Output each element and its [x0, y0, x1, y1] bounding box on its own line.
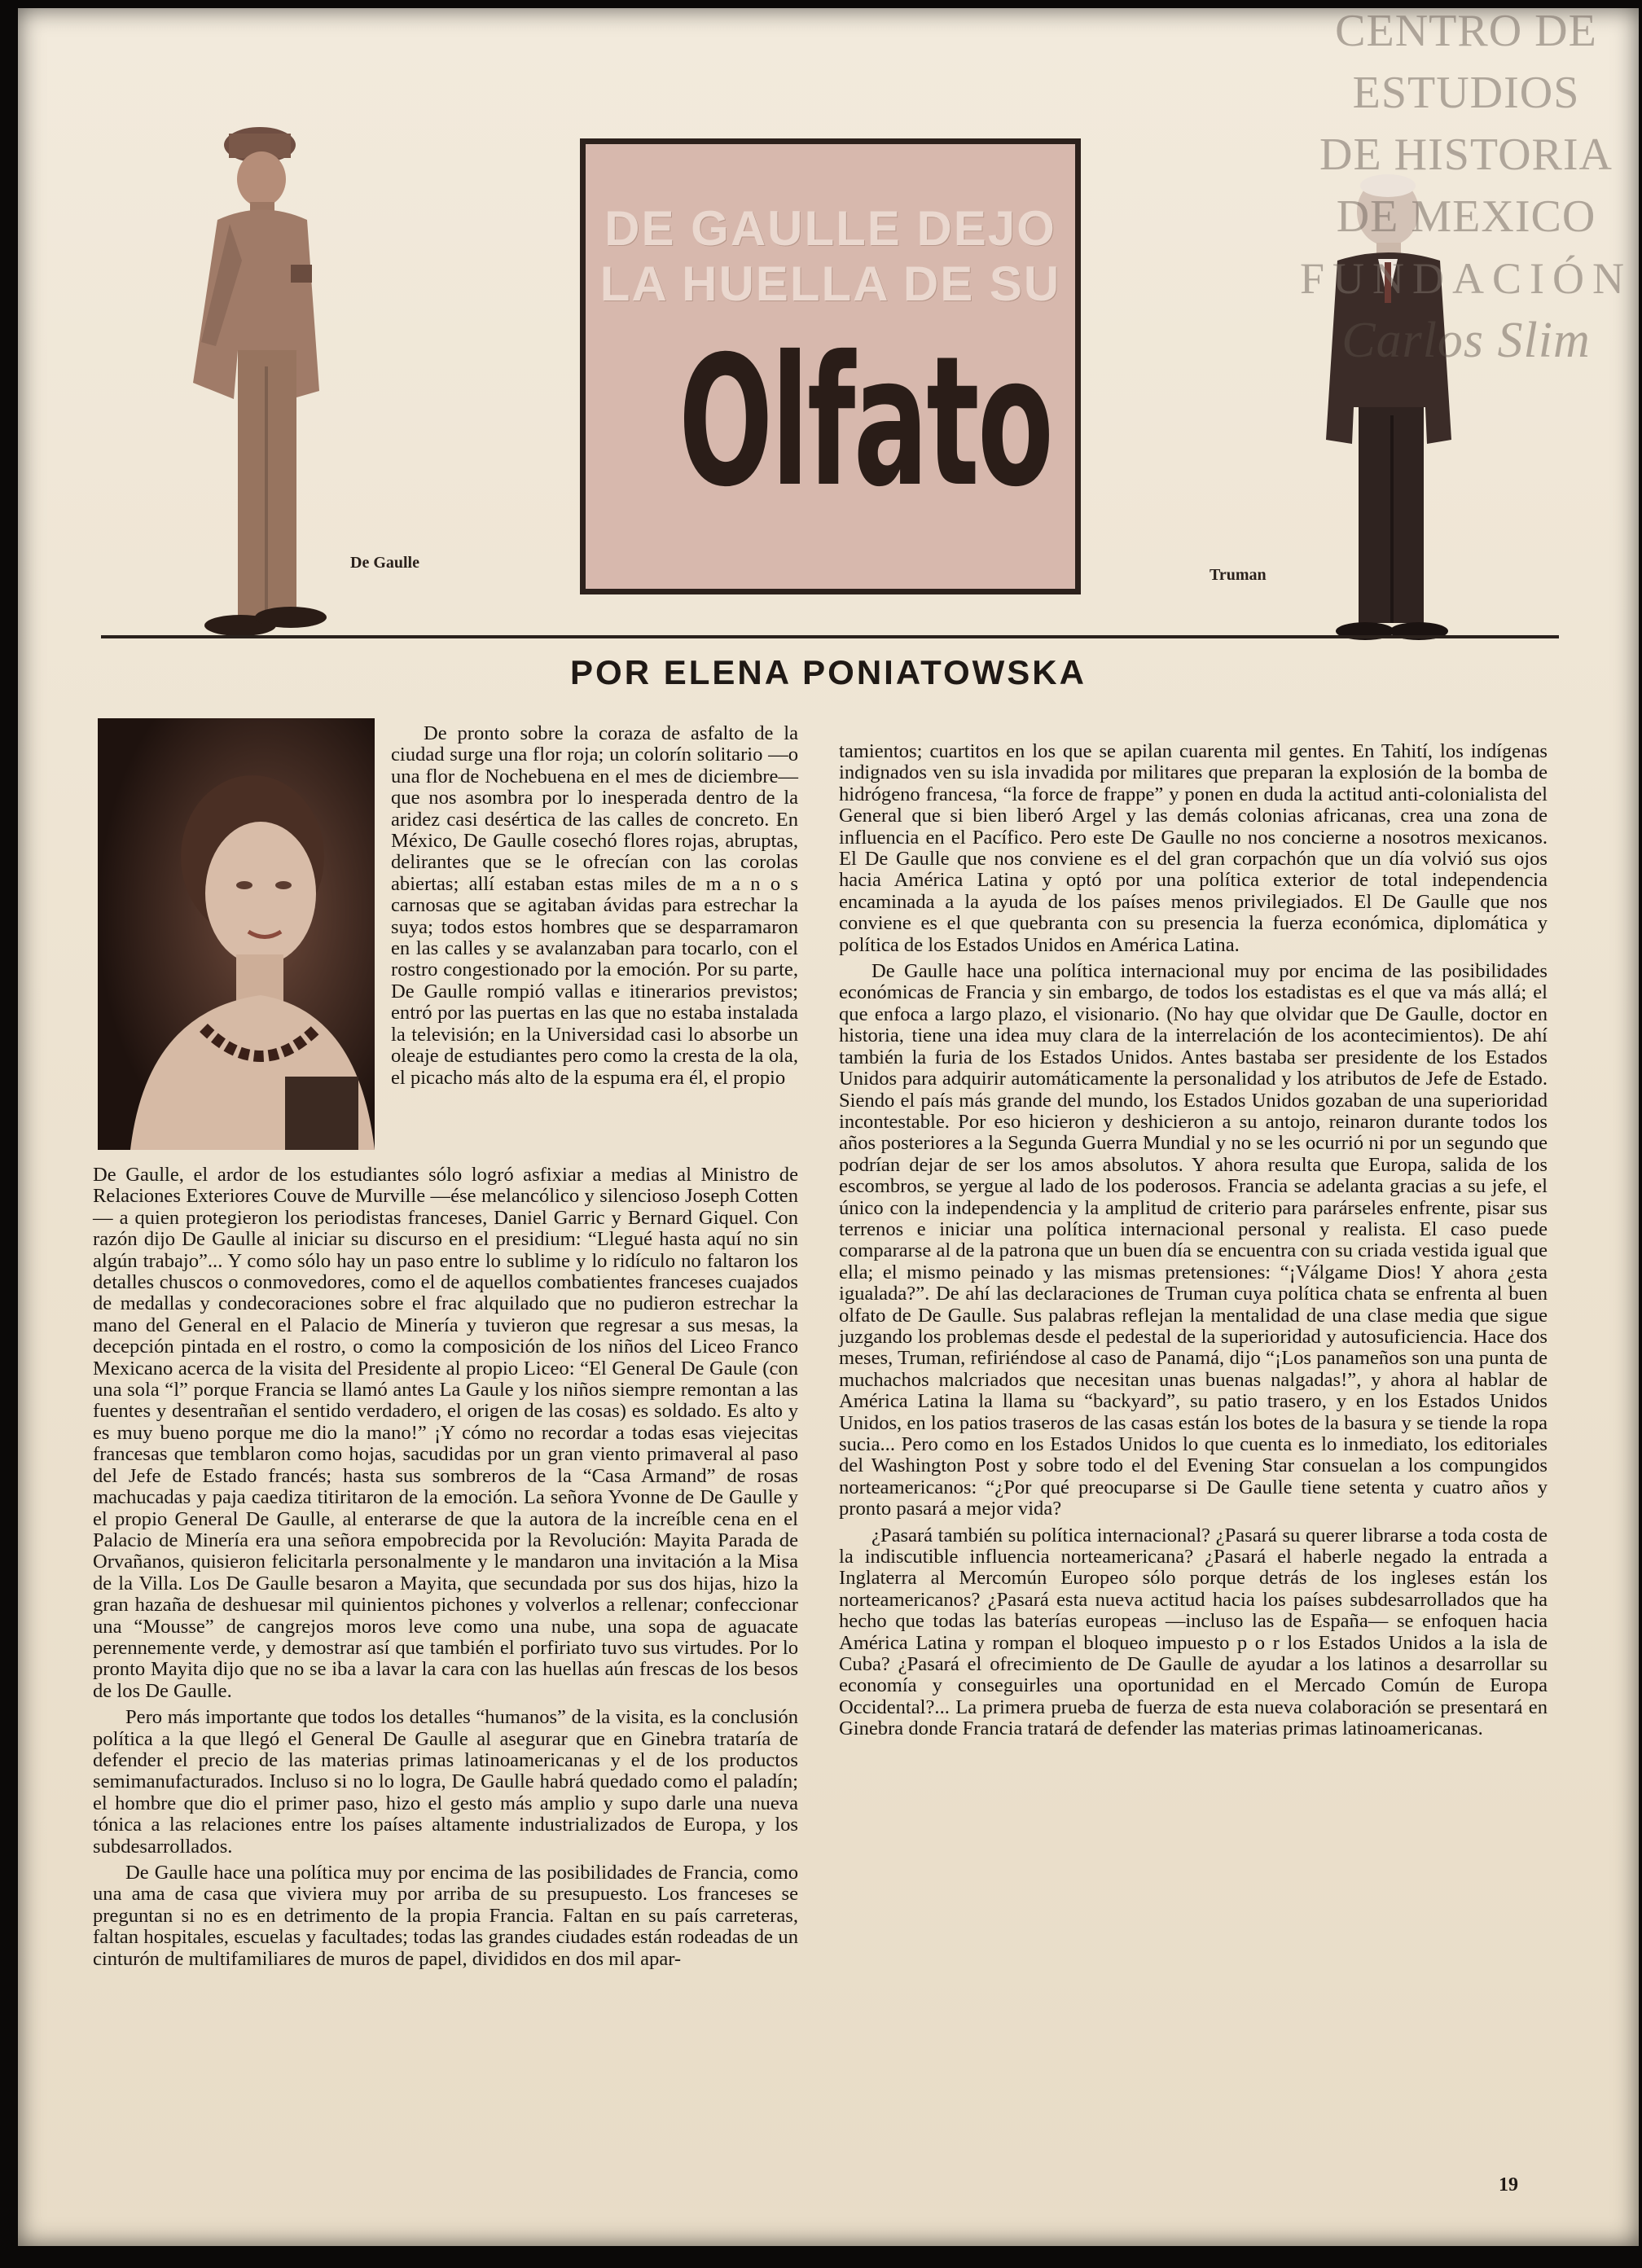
kicker-line-2: LA HUELLA DE SU [599, 257, 1061, 311]
de-gaulle-photo [169, 122, 356, 651]
article-col1-intro [391, 723, 798, 1094]
caption-truman: Truman [1210, 566, 1267, 584]
paragraph: De Gaulle, el ardor de los estudiantes sólo logró asfixiar a medias al Ministro de Relaciones Exteriores Couve de Murville —ése melancólico y silencioso Joseph Cotten— a quien protegieron los periodistas franceses, Daniel Garric y Bernard Giquel. Con razón dijo De Gaulle al iniciar su discurso en el presidium: “Llegué hasta aquí no sin algún trabajo”... Y como sólo hay un paso entre lo sublime y lo ridículo no faltaron los detalles chuscos o conmovedores, como el de aquellos combatientes franceses cuajados de medallas y condecoraciones sobre el frac alquilado que no pudieron estrechar la mano del General en el Palacio de Minería y tuvieron que regresar a sus mesas, la decepción pintada en el rostro, o como la composición de los niños del Liceo Franco Mexicano acerca de la visita del Presidente al propio Liceo: “El General De Gaule (con una sola “l” porque Francia se llamó antes La Gaule y los niños siempre remontan a las fuentes y desentrañan el sentido verdadero, el origen de las cosas) es soldado. Es alto y es muy bueno porque me dio la mano!” ¡Y cómo no recordar a todas esas viejecitas francesas que temblaron como hojas, sacudidas por un gran viento primaveral al paso del Jefe de Estado francés; hasta sus sombreros de la “Casa Armand” de rosas machucadas y paja caediza titiritaron de la emoción. La señora Yvonne de De Gaulle y el propio General De Gaulle, al enterarse de que la autora de la increíble cena en el Palacio de Minería era una señora empobrecida por la Revolución: Mayita Parada de Orvañanos, quisieron felicitarla personalmente y le mandaron una invitación a la Misa de la Villa. Los De Gaulle besaron a Mayita, que secundada por sus dos hijas, hizo la gran hazaña de deshuesar mil quinientos pichones y volverlos a rellenar; confeccionar una “Mousse” de cangrejos moros leve como una nube, una sopa de aguacate perennemente verde, y demostrar así que también el porfiriato tuvo sus virtudes. Por lo pronto Mayita dijo que no se iba a lavar la cara con las huellas aún frescas de los besos de los De Gaulle. [93, 1164, 798, 1702]
watermark-line: DE MEXICO [1336, 191, 1596, 242]
paragraph: Pero más importante que todos los detalles “humanos” de la visita, es la conclusión política a la que llegó el General De Gaulle al asegurar que en Ginebra trataría de defender el precio de las materias primas latinoamericanas y el de los productos semimanufacturados. Incluso si no lo logra, De Gaulle habrá quedado como el paladín; el hombre que dio el primer paso, hizo el gesto más amplio y supo darle una nueva tónica a las relaciones entre los países altamente industrializados de Europa, y los subdesarrollados. [93, 1706, 798, 1858]
paragraph: De Gaulle hace una política muy por encima de las posibilidades de Francia, como una ama de casa que viviera muy por arriba de su presupuesto. Los franceses se preguntan si no es en detrimento de la propia Francia. Faltan en su país carreteras, faltan hospitales, escuelas y facultades; todas las grandes ciudades están rodeadas de un cinturón de multifamiliares de muros de papel, divididos en dos mil apar- [93, 1862, 798, 1970]
byline: POR ELENA PONIATOWSKA [570, 653, 1087, 691]
paragraph: tamientos; cuartitos en los que se apilan cuarenta mil gentes. En Tahití, los indígenas indignados ven su isla invadida por militares que preparan la explosión de la bomba de hidrógeno francesa, “la force de frappe” y ponen en duda la actitud anti-colonialista del General que si bien liberó Argel y las demás colonias africanas, crea una zona de influencia en el Pacífico. Pero este De Gaulle no nos concierne a nosotros mexicanos. El De Gaulle que nos conviene es el del gran corpachón que un día volvió sus ojos hacia América Latina y optó por una política exterior de total independencia encaminada a la ayuda de los países menos privilegiados. El De Gaulle que nos conviene es el que quebranta con su presencia la fuerza económica, diplomática y política de los Estados Unidos en América Latina. [839, 740, 1548, 956]
watermark-line: CENTRO DE [1335, 6, 1597, 56]
archive-watermark [1299, 0, 1633, 371]
watermark-line: FUNDACIÓN [1299, 254, 1632, 303]
watermark-line: DE HISTORIA [1319, 129, 1613, 180]
watermark-line: ESTUDIOS [1352, 68, 1580, 118]
caption-de-gaulle: De Gaulle [350, 554, 419, 572]
article-col1 [93, 1165, 798, 1975]
paragraph: ¿Pasará también su política internacional? ¿Pasará su querer librarse a toda costa de la indiscutible influencia norteamericana? ¿Pasará el haberle negado la entrada a Inglaterra al Mercomún Europeo sólo porque detrás de los ingleses están los norteamericanos? ¿Pasará esta nueva actitud hacia los países subdesarrollados que ha hecho que todas las baterías europeas —incluso las de España— se enfoquen hacia América Latina y rompan el bloqueo impuesto p o r los Estados Unidos a la isla de Cuba? ¿Pasará el ofrecimiento de De Gaulle de ayudar a los latinos a desarrollar su economía y conseguirles una oportunidad en el Mercado Común de Europa Occidental?... La primera prueba de fuerza de esta nueva colaboración se presentará en Ginebra donde Francia tratará de defender las materias primas latinoamericanas. [839, 1524, 1548, 1740]
header-rule [101, 635, 1559, 638]
headline: Olfato [678, 318, 1052, 526]
paragraph: De pronto sobre la coraza de asfalto de la ciudad surge una flor roja; un colorín solitario —o una flor de Nochebuena en el mes de diciembre— que nos asombra por lo inesperada dentro de la aridez casi desértica de las calles de concreto. En México, De Gaulle cosechó flores rojas, abruptas, delirantes que se le ofrecían con las corolas abiertas; allí estaban estas miles de m a n o s carnosas que se agitaban ávidas para estrechar la suya; todos estos hombres que se desparramaron en las calles y se avalanzaban para tocarlo, con el rostro congestionado por la emoción. Por su parte, De Gaulle rompió vallas e itinerarios previstos; entró por las puertas en las que no estaba instalada la televisión; en la Universidad casi lo absorbe un oleaje de estudiantes pero como la cresta de la ola, el picacho más alto de la espuma era él, el propio [391, 722, 798, 1089]
kicker-line-1: DE GAULLE DEJO [604, 201, 1056, 256]
paragraph: De Gaulle hace una política internacional muy por encima de las posibilidades económicas de Francia y sin embargo, de todos los estadistas es el que va más allá; el que enfoca a largo plazo, el visionario. (No hay que olvidar que De Gaulle, doctor en historia, tiene una idea muy clara de la interrelación de los acontecimientos). De ahí también la furia de los Estados Unidos. Antes bastaba ser presidente de los Estados Unidos para adquirir automáticamente la personalidad y los atributos de Jefe de Estado. Siendo el país más grande del mundo, los Estados Unidos gozaban de una superioridad incontestable. Por eso hicieron y deshicieron a su antojo, reinaron durante todos los años posteriores a la Segunda Guerra Mundial y no se les ocurrió ni por un segundo que podrían dejar de ser los amos absolutos. Y ahora resulta que Europa, salida de los escombros, se yergue al lado de los poderosos. Francia se adelanta gracias a su jefe, el único con la independencia y la amplitud de criterio para parárseles enfrente, pisar sus terrenos e iniciar una política internacional personal y realista. El caso puede compararse al de la patrona que un buen día se encuentra con su criada vestida igual que ella; el mismo peinado y las mismas pretensiones: “¡Válgame Dios! Y ahora ¿esta igualada?”. De ahí las declaraciones de Truman cuya política chata se enfrenta al buen olfato de De Gaulle. Sus palabras reflejan la mentalidad de una clase media que sigue juzgando los problemas desde el pedestal de la superioridad y autosuficiencia. Hace dos meses, Truman, refiriéndose al caso de Panamá, dijo “¡Los panameños son una punta de muchachos malcriados que necesitan unas buenas nalgadas!”, y ahora al hablar de América Latina la llama su “backyard”, su patio trasero, y en los Estados Unidos Unidos, en los patios traseros de las casas están los botes de la basura y se tiende la ropa sucia... Pero como en los Estados Unidos lo que cuenta es lo inmediato, los editoriales del Washington Post y sobre todo el del Evening Star consuelan a los compungidos norteamericanos: “¿Por qué preocuparse si De Gaulle tiene setenta y cuatro años y pronto pasará a mejor vida? [839, 960, 1548, 1520]
article-col2 [839, 741, 1548, 1745]
watermark-signature: Carlos Slim [1341, 313, 1591, 368]
author-photo [98, 718, 375, 1150]
title-box [580, 138, 1081, 594]
page-number: 19 [1499, 2174, 1518, 2196]
